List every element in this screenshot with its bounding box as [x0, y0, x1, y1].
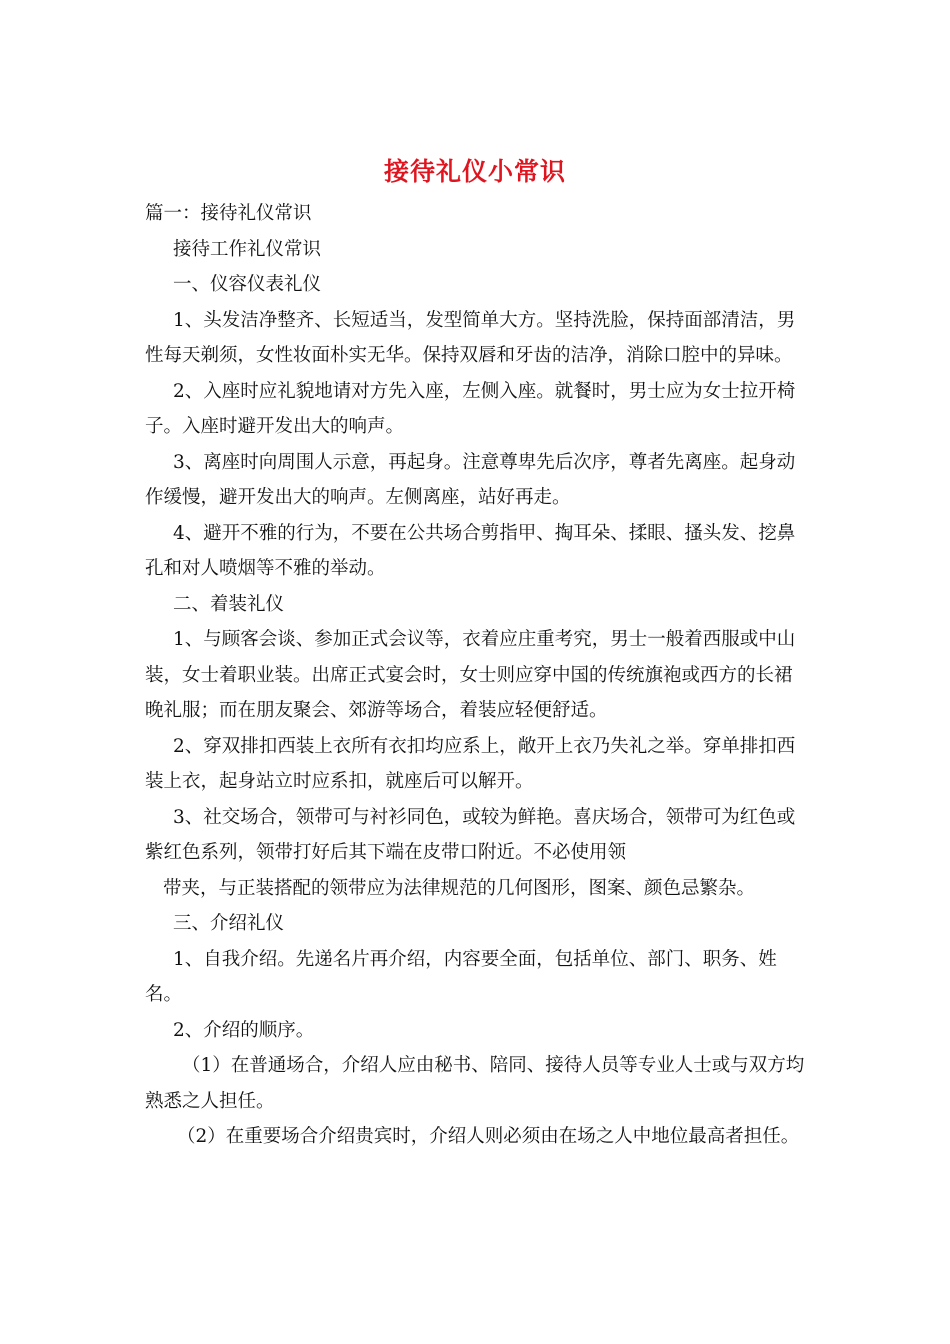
body-paragraph: 1、头发洁净整齐、长短适当，发型简单大方。坚持洗脸，保持面部清洁，男性每天剃须，女性妆面朴实无华。保持双唇和牙齿的洁净，消除口腔中的异味。: [145, 309, 796, 366]
subsection-heading: 二、着装礼仪: [173, 593, 285, 615]
body-paragraph: 1、与顾客会谈、参加正式会议等，衣着应庄重考究，男士一般着西服或中山装，女士着职业装。出席正式宴会时，女士则应穿中国的传统旗袍或西方的长裙晚礼服；而在朋友聚会、郊游等场合，着装应轻便舒适。: [145, 629, 796, 721]
page-title: 接待礼仪小常识: [383, 157, 566, 186]
body-paragraph: 4、避开不雅的行为，不要在公共场合剪指甲、掏耳朵、揉眼、搔头发、挖鼻孔和对人喷烟等不雅的举动。: [145, 522, 796, 579]
section-heading: 篇一：接待礼仪常识: [145, 203, 312, 224]
document-body: [145, 196, 805, 1155]
body-paragraph: 2、入座时应礼貌地请对方先入座，左侧入座。就餐时，男士应为女士拉开椅子。入座时避开发出大的响声。: [145, 380, 796, 437]
body-paragraph: 3、社交场合，领带可与衬衫同色，或较为鲜艳。喜庆场合，领带可为红色或紫红色系列，领带打好后其下端在皮带口附近。不必使用领: [145, 806, 796, 863]
subsection-heading: 一、仪容仪表礼仪: [173, 274, 322, 295]
body-paragraph: 带夹，与正装搭配的领带应为法律规范的几何图形，图案、颜色忌繁杂。: [163, 877, 756, 899]
subsection-heading: 接待工作礼仪常识: [173, 238, 322, 260]
body-paragraph: 1、自我介绍。先递名片再介绍，内容要全面，包括单位、部门、职务、姓名。: [145, 948, 777, 1005]
body-paragraph: 3、离座时向周围人示意，再起身。注意尊卑先后次序，尊者先离座。起身动作缓慢，避开发出大的响声。左侧离座，站好再走。: [145, 451, 796, 508]
body-paragraph: （1）在普通场合，介绍人应由秘书、陪同、接待人员等专业人士或与双方均熟悉之人担任。: [145, 1055, 805, 1112]
subsection-heading: 三、介绍礼仪: [173, 913, 285, 934]
body-paragraph: 2、介绍的顺序。: [173, 1019, 315, 1041]
body-paragraph: （2）在重要场合介绍贵宾时，介绍人则必须由在场之人中地位最高者担任。: [177, 1126, 800, 1147]
body-paragraph: 2、穿双排扣西装上衣所有衣扣均应系上，敞开上衣乃失礼之举。穿单排扣西装上衣，起身站立时应系扣，就座后可以解开。: [145, 735, 796, 792]
